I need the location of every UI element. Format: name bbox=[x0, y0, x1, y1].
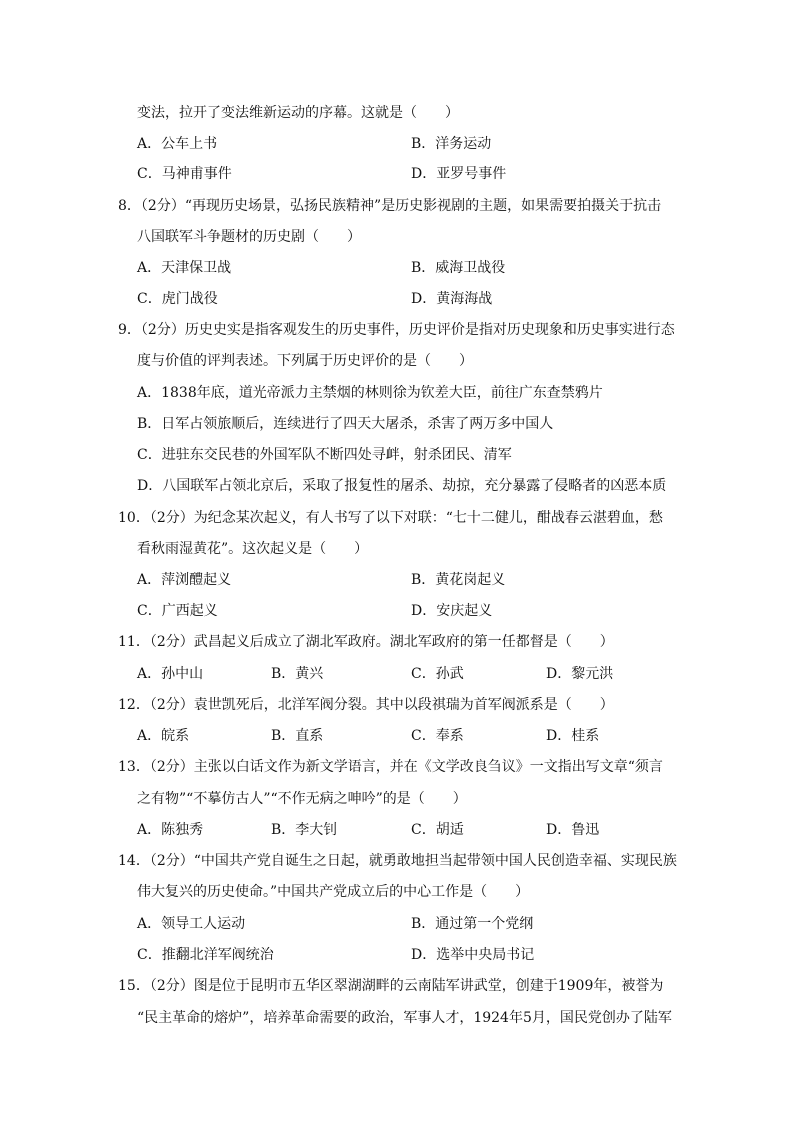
q7-option-b: B．洋务运动 bbox=[411, 136, 492, 152]
q12-stem: 12．（2分）袁世凯死后，北洋军阀分裂。其中以段祺瑞为首军阀派系是（ ） bbox=[118, 697, 614, 713]
q8-stem: 8．（2分）“再现历史场景，弘扬民族精神”是历史影视剧的主题，如果需要拍摄关于抗击 bbox=[118, 198, 662, 214]
q11-option-a: A．孙中山 bbox=[137, 666, 204, 682]
q10-stem: 10．（2分）为纪念某次起义，有人书写了以下对联：“七十二健儿，酣战春云湛碧血，愁 bbox=[118, 510, 663, 526]
q8-option-b: B．威海卫战役 bbox=[411, 260, 506, 276]
q12-option-d: D．桂系 bbox=[546, 728, 600, 744]
q15-stem: 15．（2分）图是位于昆明市五华区翠湖湖畔的云南陆军讲武堂，创建于1909年，被誉为 bbox=[118, 978, 664, 994]
q10-option-c: C．广西起义 bbox=[137, 603, 218, 619]
q8-stem-continuation: 八国联军斗争题材的历史剧（ ） bbox=[137, 229, 361, 245]
q11-option-c: C．孙武 bbox=[411, 666, 464, 682]
q11-option-b: B．黄兴 bbox=[271, 666, 324, 682]
q10-option-d: D．安庆起义 bbox=[411, 603, 493, 619]
q14-stem: 14．（2分）“中国共产党自诞生之日起，就勇敢地担当起带领中国人民创造幸福、实现民族 bbox=[118, 853, 677, 869]
q10-option-b: B．黄花岗起义 bbox=[411, 572, 506, 588]
q9-option-a: A．1838年底，道光帝派力主禁烟的林则徐为钦差大臣，前往广东查禁鸦片 bbox=[137, 385, 603, 401]
q14-option-c: C．推翻北洋军阀统治 bbox=[137, 947, 274, 963]
q13-option-d: D．鲁迅 bbox=[546, 822, 600, 838]
q7-option-d: D．亚罗号事件 bbox=[411, 166, 507, 182]
q14-stem-continuation: 伟大复兴的历史使命。”中国共产党成立后的中心工作是（ ） bbox=[137, 884, 530, 900]
q13-option-a: A．陈独秀 bbox=[137, 822, 204, 838]
q7-option-c: C．马神甫事件 bbox=[137, 166, 232, 182]
q12-option-a: A．皖系 bbox=[137, 728, 190, 744]
q11-stem: 11．（2分）武昌起义后成立了湖北军政府。湖北军政府的第一任都督是（ ） bbox=[118, 634, 614, 650]
q9-option-c: C．进驻东交民巷的外国军队不断四处寻衅，射杀团民、清军 bbox=[137, 447, 512, 463]
q14-option-d: D．选举中央局书记 bbox=[411, 947, 535, 963]
q10-stem-continuation: 看秋雨湿黄花”。这次起义是（ ） bbox=[137, 541, 369, 557]
q12-option-c: C．奉系 bbox=[411, 728, 464, 744]
q7-option-a: A．公车上书 bbox=[137, 136, 218, 152]
q9-option-d: D．八国联军占领北京后，采取了报复性的屠杀、劫掠，充分暴露了侵略者的凶恶本质 bbox=[137, 478, 667, 494]
q9-option-b: B．日军占领旅顺后，连续进行了四天大屠杀，杀害了两万多中国人 bbox=[137, 416, 554, 432]
q12-option-b: B．直系 bbox=[271, 728, 324, 744]
q11-option-d: D．黎元洪 bbox=[546, 666, 614, 682]
q9-stem-continuation: 度与价值的评判表述。下列属于历史评价的是（ ） bbox=[137, 353, 473, 369]
q13-stem: 13．（2分）主张以白话文作为新文学语言，并在《文学改良刍议》一文指出写文章“须言 bbox=[118, 759, 663, 775]
q13-option-c: C．胡适 bbox=[411, 822, 464, 838]
q8-option-c: C．虎门战役 bbox=[137, 291, 218, 307]
q14-option-b: B．通过第一个党纲 bbox=[411, 916, 534, 932]
q14-option-a: A．领导工人运动 bbox=[137, 916, 246, 932]
q13-option-b: B．李大钊 bbox=[271, 822, 338, 838]
q8-option-a: A．天津保卫战 bbox=[137, 260, 232, 276]
q8-option-d: D．黄海海战 bbox=[411, 291, 493, 307]
q13-stem-continuation: 之有物”“不摹仿古人”“不作无病之呻吟”的是（ ） bbox=[137, 791, 467, 807]
q9-stem: 9．（2分）历史史实是指客观发生的历史事件，历史评价是指对历史现象和历史事实进行态 bbox=[118, 322, 675, 338]
q15-stem-continuation: “民主革命的熔炉”，培养革命需要的政治，军事人才，1924年5月，国民党创办了陆军 bbox=[137, 1010, 672, 1026]
q10-option-a: A．萍浏醴起义 bbox=[137, 572, 232, 588]
q7-stem-continuation: 变法，拉开了变法维新运动的序幕。这就是（ ） bbox=[137, 105, 459, 121]
